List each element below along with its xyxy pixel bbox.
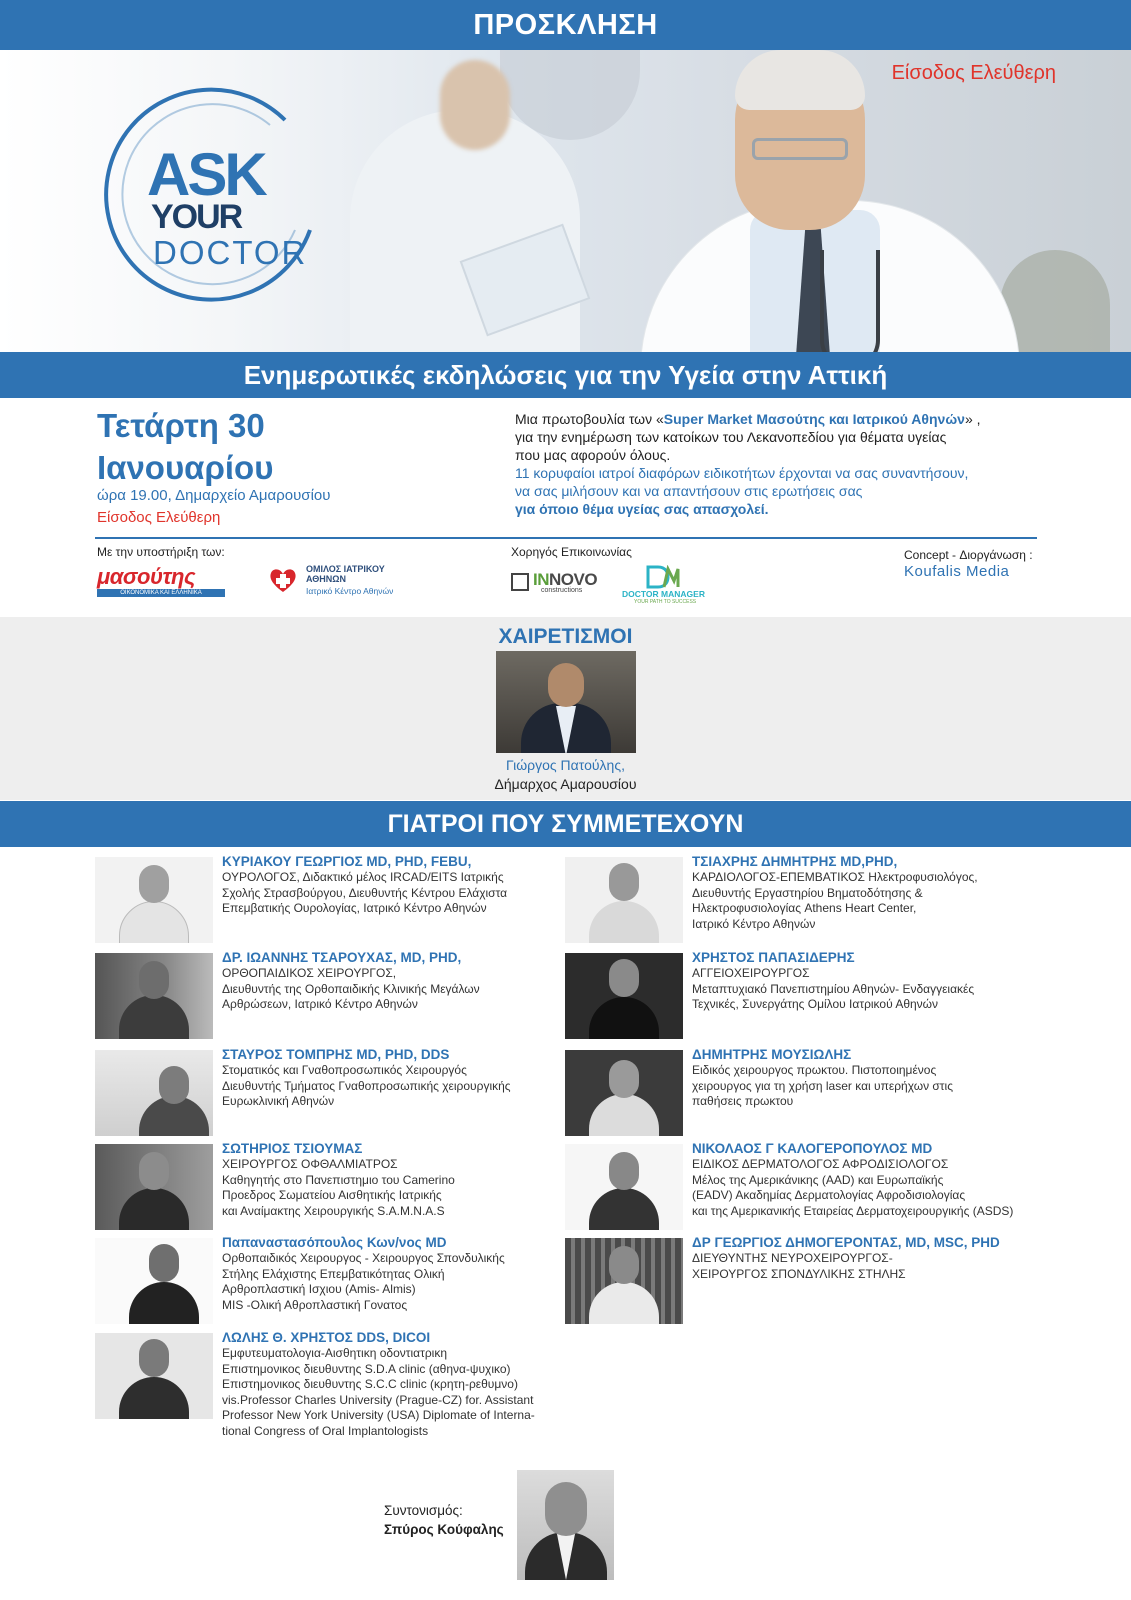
free-entry-label: Είσοδος Ελεύθερη (891, 62, 1056, 84)
iatriko-subtitle: Ιατρικό Κέντρο Αθηνών (306, 586, 394, 596)
intro-text (515, 410, 1055, 518)
event-date (97, 405, 477, 489)
masoutis-tagline: ΟΙΚΟΝΟΜΙΚΑ ΚΑΙ ΕΛΛΗΝΙΚΑ (97, 589, 225, 597)
doctor-card (95, 854, 565, 949)
doctor-card (95, 950, 565, 1045)
glasses-icon (752, 138, 848, 160)
doctor-description: ΕΙΔΙΚΟΣ ΔΕΡΜΑΤΟΛΟΓΟΣ ΑΦΡΟΔΙΣΙΟΛΟΓΟΣ Μέλος της Αμερικάνικης (AAD) και Ευρωπαϊκής (EADV) Ακαδημίας Δερματολογίας Αφροδισιολογίας και της Αμερικανικής Εταιρείας Δερματοχειρουργικής (ASDS) (692, 1157, 1014, 1218)
doctor-name: ΣΤΑΥΡΟΣ ΤΟΜΠΡΗΣ MD, PHD, DDS (222, 1047, 450, 1062)
doctor-card (95, 1141, 565, 1236)
event-free-entry: Είσοδος Ελεύθερη (97, 509, 221, 526)
mayor-name: Γιώργος Πατούλης, (506, 757, 625, 773)
mayor-face (548, 663, 584, 707)
mayor-photo (496, 651, 636, 753)
doctor-manager-mark-icon (644, 565, 680, 589)
subtitle-text: Ενημερωτικές εκδηλώσεις για την Υγεία στην Αττική (243, 360, 888, 390)
organizer-name: Koufalis Media (904, 563, 1010, 580)
doctor-photo (95, 953, 213, 1039)
doctor-name: ΣΩΤΗΡΙΟΣ ΤΣΙΟΥΜΑΣ (222, 1141, 363, 1156)
event-date-line1: Τετάρτη 30 (97, 407, 265, 444)
iatriko-athinon-logo (268, 563, 418, 599)
coordinator-photo (517, 1470, 614, 1580)
doctor-description: Εμφυτευματολογια-Αισθητικη οδοντιατρικη Επιστημονικος διευθυντης S.D.A clinic (αθηνα-ψυχικο) Επιστημονικος διευθυντης S.C.C clinic (κρητη-ρεθυμνο) vis.Professor Charles University (Prague-CZ) for. Assistant Professor New York University (USA) Diplomate of Interna- tional Congress of Oral Implantologists (222, 1346, 535, 1438)
doctor-card (565, 854, 1035, 949)
doctor-name: Παπαναστασόπουλος Κων/νος MD (222, 1235, 447, 1250)
logo-your: YOUR (151, 198, 242, 236)
doctors-banner (0, 801, 1131, 847)
innovo-box-icon (511, 573, 529, 591)
doctor-card (565, 1047, 1035, 1142)
doctor-card (565, 1235, 1035, 1330)
mayor-role: Δήμαρχος Αμαρουσίου (494, 776, 637, 792)
intro-p1-a: Μια πρωτοβουλία των « (515, 411, 664, 427)
intro-p2-c: για όποιο θέμα υγείας σας απασχολεί. (515, 501, 769, 517)
invitation-title: ΠΡΟΣΚΛΗΣΗ (473, 9, 658, 41)
intro-sponsors: Super Market Μασούτης και Ιατρικού Αθηνών (663, 411, 965, 427)
doctor-manager-name: DOCTOR MANAGER (622, 589, 705, 599)
masoutis-name: μασούτης (97, 564, 196, 589)
doctor-photo (565, 857, 683, 943)
doctor-photo (95, 1333, 213, 1419)
subtitle-banner (0, 352, 1131, 398)
innovo-subtitle: constructions (541, 587, 583, 594)
doctor-name: ΛΩΛΗΣ Θ. ΧΡΗΣΤΟΣ DDS, DICOI (222, 1330, 431, 1345)
doctor-card (565, 950, 1035, 1045)
doctor-manager-logo (622, 565, 712, 605)
doctor-card (95, 1235, 565, 1330)
concept-label: Concept - Διοργάνωση : (904, 548, 1033, 562)
doctor-name: ΝΙΚΟΛΑΟΣ Γ ΚΑΛΟΓΕΡΟΠΟΥΛΟΣ MD (692, 1141, 933, 1156)
doctor-photo (95, 1238, 213, 1324)
doctor-photo (565, 1238, 683, 1324)
doctor-description: ΟΡΘΟΠΑΙΔΙΚΟΣ ΧΕΙΡΟΥΡΓΟΣ, Διευθυντής της Ορθοπαιδικής Κλινικής Μεγάλων Αρθρώσεων, Ιατρικό Κέντρο Αθηνών (222, 966, 480, 1011)
innovo-logo (511, 570, 609, 596)
doctor-description: ΑΓΓΕΙΟΧΕΙΡΟΥΡΓΟΣ Μεταπτυχιακό Πανεπιστημίου Αθηνών- Ενδαγγειακές Τεχνικές, Συνεργάτης Ομίλου Ιατρικού Αθηνών (692, 966, 975, 1011)
doctor-description: Ειδικός χειρουργος πρωκτου. Πιστοποιημένος χειρουργος για τη χρήση laser και υπερήχων στις παθήσεις πρωκτου (692, 1063, 953, 1108)
doctor-photo (95, 1144, 213, 1230)
doctor-name: ΤΣΙΑΧΡΗΣ ΔΗΜΗΤΡΗΣ MD,PHD, (692, 854, 898, 869)
intro-p1-c: » , (964, 411, 981, 427)
logo-ask: ASK (147, 141, 265, 208)
masoutis-logo (97, 564, 247, 597)
doctor-description: Ορθοπαιδικός Χειρουργος - Χειρουργος Σπονδυλικής Στήλης Ελάχιστης Επεμβατικότητας Ολική Αρθροπλαστική Ισχιου (Amis- Almis) MIS -Ολική Αθροπλαστική Γονατος (222, 1251, 505, 1312)
coordinator-head (545, 1482, 587, 1536)
doctor-description: ΚΑΡΔΙΟΛΟΓΟΣ-ΕΠΕΜΒΑΤΙΚΟΣ Ηλεκτροφυσιολόγος, Διευθυντής Εργαστηρίου Βηματοδότησης & Ηλεκτροφυσιολογίας Athens Heart Center, Ιατρικό Κέντρο Αθηνών (692, 870, 978, 931)
doctor-hair (735, 50, 865, 110)
doctor-name: ΔΡ. ΙΩΑΝΝΗΣ ΤΣΑΡΟΥΧΑΣ, MD, PHD, (222, 950, 462, 965)
doctors-title: ΓΙΑΤΡΟΙ ΠΟΥ ΣΥΜΜΕΤΕΧΟΥΝ (387, 810, 744, 838)
doctor-photo (95, 857, 213, 943)
stethoscope-icon (820, 250, 880, 352)
iatriko-title (306, 564, 385, 584)
doctor-name: ΔΡ ΓΕΩΡΓΙΟΣ ΔΗΜΟΓΕΡΟΝΤΑΣ, MD, MSC, PHD (692, 1235, 1000, 1250)
doctor-card (565, 1141, 1035, 1236)
doctor-photo (95, 1050, 213, 1136)
doctor-description: ΔΙΕΥΘΥΝΤΗΣ ΝΕΥΡΟΧΕΙΡΟΥΡΓΟΣ- ΧΕΙΡΟΥΡΓΟΣ ΣΠΟΝΔΥΛΙΚΗΣ ΣΤΗΛΗΣ (692, 1251, 906, 1281)
ask-your-doctor-logo (95, 80, 320, 305)
invitation-header (0, 0, 1131, 50)
doctor-manager-tagline: YOUR PATH TO SUCCESS (634, 599, 697, 605)
doctor-description: Στοματικός και Γναθοπροσωπικός Χειρουργός Διευθυντής Τμήματος Γναθοπροσωπικής χειρουργικής Ευρωκλινική Αθηνών (222, 1063, 511, 1108)
doctor-card (95, 1047, 565, 1142)
event-date-line2: Ιανουαρίου (97, 449, 274, 486)
iatriko-title-line2: ΑΘΗΝΩΝ (306, 574, 346, 584)
intro-p2-b: να σας μιλήσουν και να απαντήσουν στις ερωτήσεις σας (515, 483, 863, 499)
doctor-photo (565, 1144, 683, 1230)
doctor-description: ΧΕΙΡΟΥΡΓΟΣ ΟΦΘΑΛΜΙΑΤΡΟΣ Καθηγητής στο Πανεπιστημιο του Camerino Προεδρος Σωματείου Αισθητικής Ιατρικής και Αναίμακτης Χειρουργικής S.A.M.N.A.S (222, 1157, 455, 1218)
doctor-name: ΔΗΜΗΤΡΗΣ ΜΟΥΣΙΩΛΗΣ (692, 1047, 852, 1062)
intro-p2-a: 11 κορυφαίοι ιατροί διαφόρων ειδικοτήτων έρχονται να σας συναντήσουν, (515, 465, 969, 481)
doctor-name: ΧΡΗΣΤΟΣ ΠΑΠΑΣΙΔΕΡΗΣ (692, 950, 855, 965)
doctor-photo (565, 1050, 683, 1136)
intro-p1-e: που μας αφορούν όλους. (515, 447, 671, 463)
coordination-label: Συντονισμός: (384, 1503, 463, 1518)
iatriko-title-line1: ΟΜΙΛΟΣ ΙΑΤΡΙΚΟΥ (306, 564, 385, 574)
doctor-photo (565, 953, 683, 1039)
logo-doctor: DOCTOR (153, 234, 308, 271)
divider (95, 537, 1037, 539)
doctor-description: ΟΥΡΟΛΟΓΟΣ, Διδακτικό μέλος IRCAD/EITS Ιατρικής Σχολής Στρασβούργου, Διευθυντής Κέντρου Ελάχιστα Επεμβατικής Ουρολογίας, Ιατρικό Κέντρο Αθηνών (222, 870, 508, 915)
event-time-place: ώρα 19.00, Δημαρχείο Αμαρουσίου (97, 487, 331, 504)
doctor-card (95, 1330, 565, 1453)
doctor-name: ΚΥΡΙΑΚΟΥ ΓΕΩΡΓΙΟΣ MD, PHD, FEBU, (222, 854, 472, 869)
greetings-title: ΧΑΙΡΕΤΙΣΜΟΙ (498, 625, 633, 648)
innovo-name-in: IN (533, 570, 549, 589)
background-doctor-head (440, 60, 510, 150)
support-label: Με την υποστήριξη των: (97, 545, 225, 559)
innovo-name-novo: NOVO (549, 570, 598, 589)
communication-sponsor-label: Χορηγός Επικοινωνίας (511, 545, 632, 559)
intro-p1-d: για την ενημέρωση των κατοίκων του Λεκανοπεδίου για θέματα υγείας (515, 429, 947, 445)
coordinator-name: Σπύρος Κούφαλης (384, 1522, 504, 1537)
heart-cross-icon (268, 565, 298, 595)
